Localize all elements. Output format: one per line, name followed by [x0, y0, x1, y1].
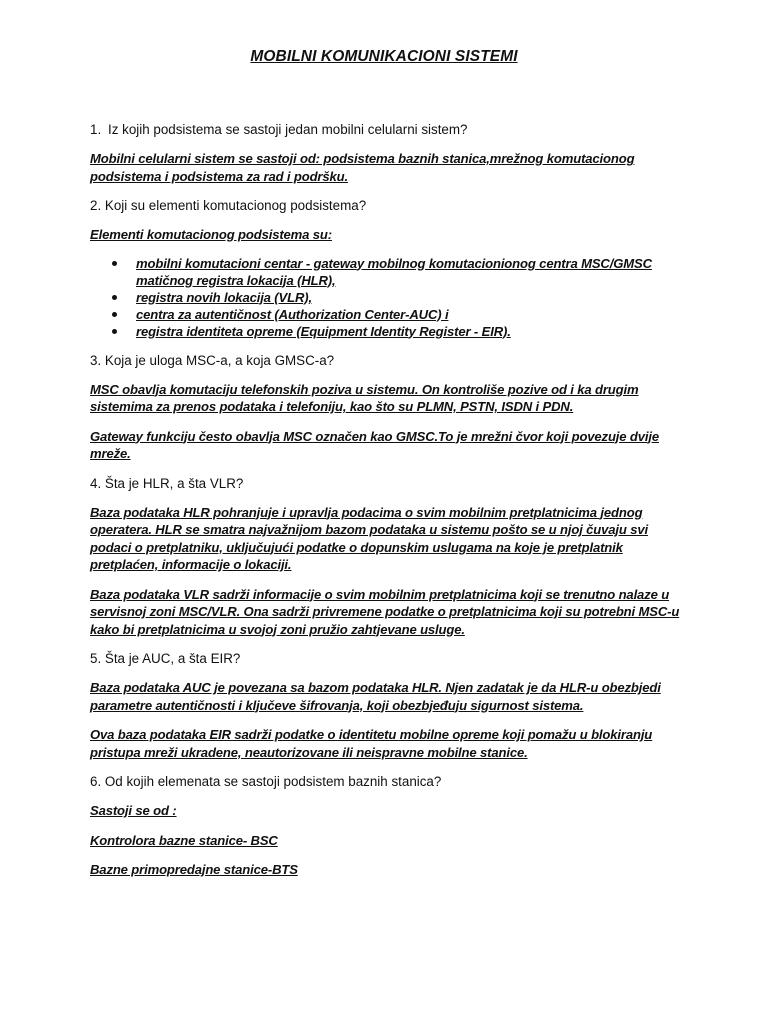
question-5: 5. Šta je AUC, a šta EIR?: [90, 651, 241, 666]
bullet-icon: [112, 312, 117, 317]
document-content: [90, 121, 682, 879]
list-item: matičnog registra lokacija (HLR),: [136, 272, 336, 288]
question-1-number: 1.: [90, 122, 102, 137]
answer-4-hlr: Baza podataka HLR pohranjuje i upravlja podacima o svim mobilnim pretplatnicima jednog operatera. HLR se smatra najvažnijom bazom podataka u sistemu pošto se u njoj čuvaju svi podaci o pretplatniku, uključujući podatke o dopunskim uslugama na koje je pretplatnik pretplaćen, informacije o lokaciji.: [90, 504, 648, 572]
question-1-text: Iz kojih podsistema se sastoji jedan mobilni celularni sistem?: [108, 122, 468, 137]
section-3: [90, 352, 682, 463]
answer-2-intro: Elementi komutacionog podsistema su:: [90, 227, 332, 242]
bullet-icon: [112, 329, 117, 334]
answer-6-bts: Bazne primopredajne stanice-BTS: [90, 862, 298, 877]
question-3: 3. Koja je uloga MSC-a, a koja GMSC-a?: [90, 352, 335, 368]
answer-6-bsc: Kontrolora bazne stanice- BSC: [90, 832, 278, 848]
question-4: 4. Šta je HLR, a šta VLR?: [90, 475, 244, 491]
list-item: mobilni komutacioni centar - gateway mobilnog komutacionionog centra MSC/GMSC: [112, 255, 682, 272]
section-4: [90, 475, 682, 639]
answer-4-vlr: Baza podataka VLR sadrži informacije o svim mobilnim pretplatnicima koji se trenutno nalaze u servisnoj zoni MSC/VLR. Ona sadrži privremene podatke o pretplatnicima koji su potrebni MSC-u kako bi pretplatnicima u svojoj zoni pružio zahtjevane usluge.: [90, 586, 680, 637]
page-title: MOBILNI KOMUNIKACIONI SISTEMI: [250, 48, 518, 65]
answer-3-gmsc: Gateway funkciju često obavlja MSC označen kao GMSC.To je mrežni čvor koji povezuje dvije mreže.: [90, 428, 659, 461]
section-1: [90, 121, 682, 185]
section-2: [90, 197, 682, 340]
list-item: centra za autentičnost (Authorization Center-AUC) i: [112, 306, 682, 323]
question-6: 6. Od kojih elemenata se sastoji podsistem baznih stanica?: [90, 774, 442, 789]
section-5: [90, 650, 682, 761]
bullet-icon: [112, 261, 117, 266]
question-1: [90, 121, 682, 138]
answer-5-eir: Ova baza podataka EIR sadrži podatke o identitetu mobilne opreme koji pomažu u blokiranju pristupa mreži ukradene, neautorizovane ili neispravne mobilne stanice.: [90, 727, 653, 760]
section-6: [90, 773, 682, 879]
element-list: [90, 255, 682, 340]
answer-6-intro: Sastoji se od :: [90, 803, 177, 818]
bullet-icon: [112, 295, 117, 300]
list-item: registra novih lokacija (VLR),: [112, 289, 682, 306]
answer-1: Mobilni celularni sistem se sastoji od: podsistema baznih stanica,mrežnog komutacionog podsistema i podsistema za rad i podršku.: [90, 151, 635, 184]
answer-5-auc: Baza podataka AUC je povezana sa bazom podataka HLR. Njen zadatak je da HLR-u obezbjedi parametre autentičnosti i ključeve šifrovanja, koji obezbjeđuju sigurnost sistema.: [90, 680, 661, 713]
answer-3-msc: MSC obavlja komutaciju telefonskih poziva u sistemu. On kontroliše pozive od i ka drugim sistemima za prenos podataka i telefoniju, kao što su PLMN, PSTN, ISDN i PDN.: [90, 381, 639, 414]
list-item: registra identiteta opreme (Equipment Identity Register - EIR).: [112, 323, 682, 340]
question-2: 2. Koji su elementi komutacionog podsistema?: [90, 198, 367, 213]
